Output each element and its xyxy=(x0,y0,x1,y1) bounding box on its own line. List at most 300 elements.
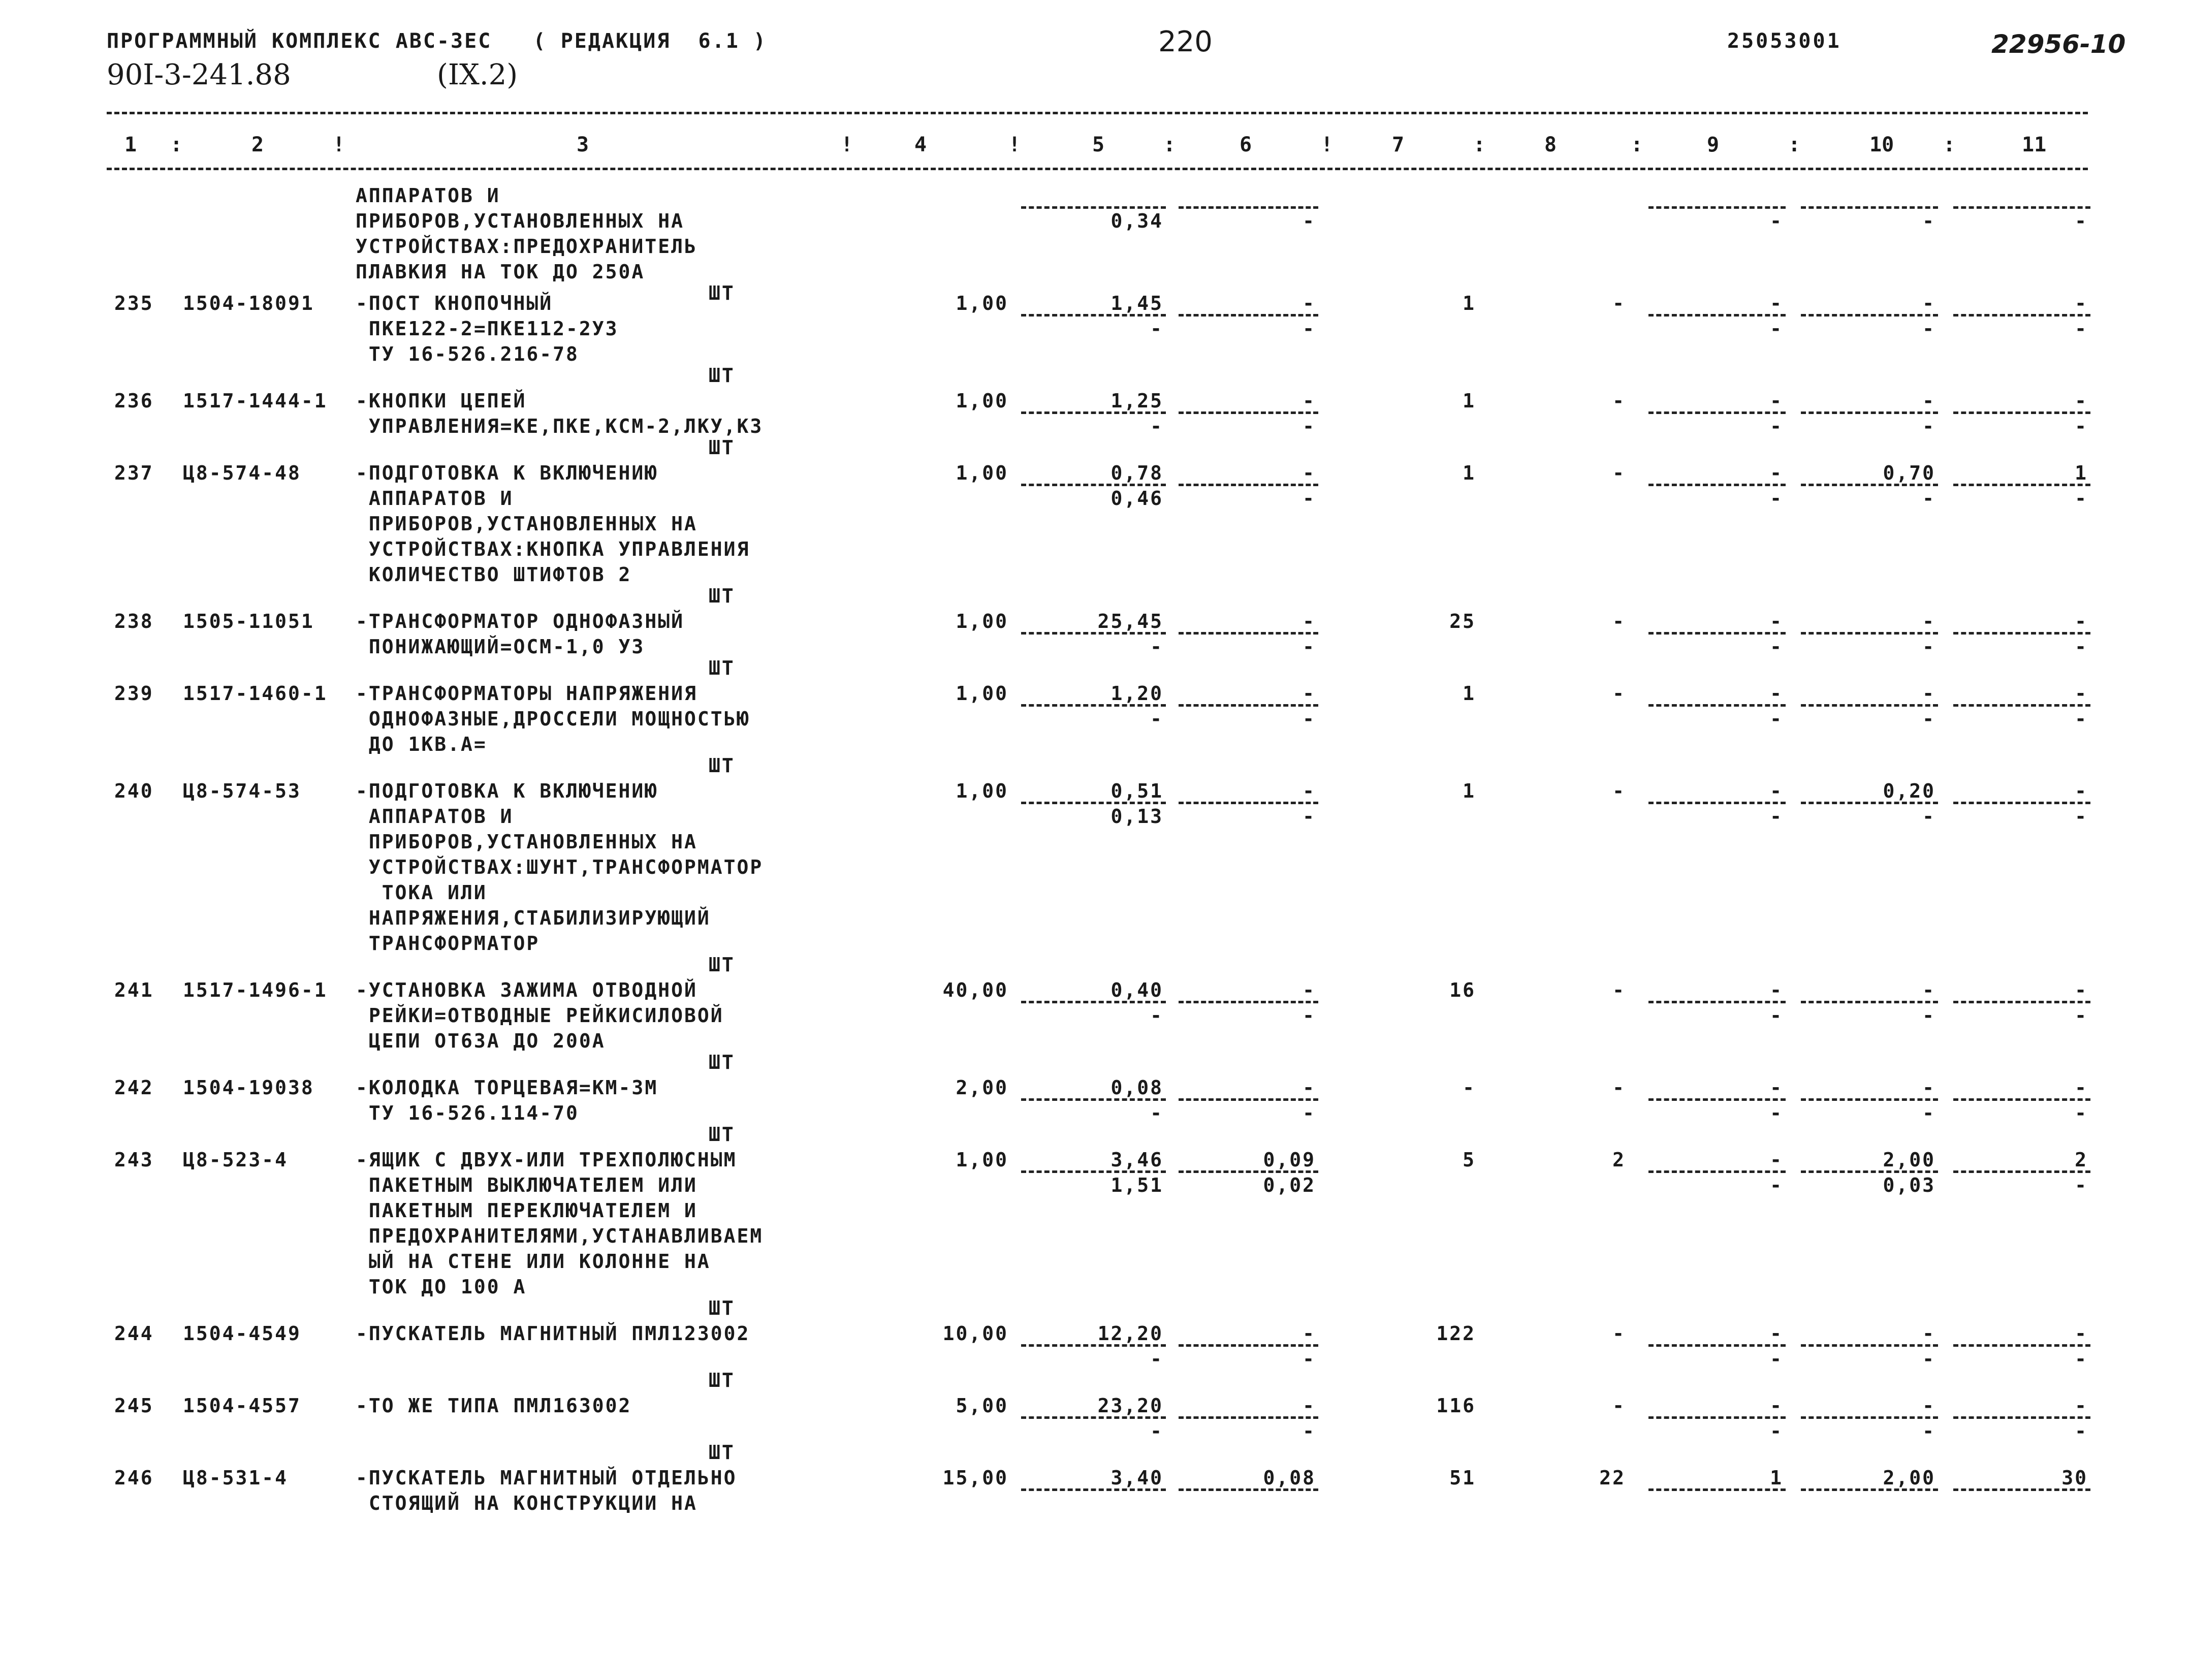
cell-divider xyxy=(1021,1416,1166,1419)
unit-label: ШТ xyxy=(709,657,735,679)
cell-subvalue-c9: - xyxy=(1770,318,1783,340)
cell-value-c7: 1 xyxy=(1463,292,1476,314)
unit-label: ШТ xyxy=(709,1441,735,1464)
cell-divider xyxy=(1648,1170,1786,1173)
cell-subvalue-c6: - xyxy=(1303,415,1316,437)
cell-value-c9: - xyxy=(1770,292,1783,314)
cell-divider xyxy=(1021,1170,1166,1173)
cell-divider xyxy=(1801,314,1938,316)
column-number: 2 xyxy=(251,133,264,156)
cell-value-c11: - xyxy=(2075,1322,2088,1345)
cell-divider xyxy=(1021,1344,1166,1347)
quantity-value: 40,00 xyxy=(942,979,1008,1001)
column-separator: : xyxy=(1943,133,1956,156)
rate-code: 1505-11051 xyxy=(183,610,314,632)
cell-value-c6: - xyxy=(1303,979,1316,1001)
cell-divider xyxy=(1953,802,2090,804)
cell-divider xyxy=(1801,1416,1938,1419)
description-line: -ПОДГОТОВКА К ВКЛЮЧЕНИЮ xyxy=(356,462,658,484)
cell-subvalue-c9: - xyxy=(1770,1174,1783,1196)
cell-value-c8: - xyxy=(1612,390,1626,412)
cell-value-c5: 3,40 xyxy=(1110,1467,1163,1489)
cell-subvalue-c6: - xyxy=(1303,210,1316,232)
column-separator: : xyxy=(1473,133,1486,156)
description-line: ТОК ДО 100 А xyxy=(356,1276,527,1298)
row-number: 236 xyxy=(114,390,154,412)
cell-value-c7: 25 xyxy=(1449,610,1476,632)
rate-code: 1504-19038 xyxy=(183,1076,314,1099)
cell-divider xyxy=(1648,704,1786,707)
cell-divider xyxy=(1953,1344,2090,1347)
column-separator: : xyxy=(1163,133,1176,156)
row-number: 235 xyxy=(114,292,154,314)
column-number: 10 xyxy=(1869,133,1894,156)
cell-subvalue-c11: - xyxy=(2075,487,2088,510)
cell-value-c11: - xyxy=(2075,979,2088,1001)
description-line: ПРИБОРОВ,УСТАНОВЛЕННЫХ НА xyxy=(356,513,697,535)
cell-value-c6: 0,08 xyxy=(1263,1467,1316,1489)
cell-value-c9: - xyxy=(1770,780,1783,802)
cell-value-c11: 2 xyxy=(2075,1149,2088,1171)
cell-value-c8: - xyxy=(1612,1394,1626,1417)
cell-value-c5: 25,45 xyxy=(1097,610,1163,632)
cell-subvalue-c11: - xyxy=(2075,1174,2088,1196)
cell-subvalue-c5: - xyxy=(1150,1004,1163,1027)
cell-subvalue-c5: - xyxy=(1150,318,1163,340)
description-line: -УСТАНОВКА ЗАЖИМА ОТВОДНОЙ xyxy=(356,979,697,1001)
quantity-value: 1,00 xyxy=(956,682,1008,705)
column-separator: ! xyxy=(1008,133,1021,156)
unit-label: ШТ xyxy=(709,585,735,607)
cell-value-c10: - xyxy=(1922,682,1935,705)
description-line: РЕЙКИ=ОТВОДНЫЕ РЕЙКИСИЛОВОЙ xyxy=(356,1004,724,1027)
cell-subvalue-c10: - xyxy=(1922,1102,1935,1124)
cell-subvalue-c6: - xyxy=(1303,487,1316,510)
cell-subvalue-c5: - xyxy=(1150,1348,1163,1370)
cell-divider xyxy=(1648,1416,1786,1419)
cell-value-c5: 0,40 xyxy=(1110,979,1163,1001)
rate-code: 1504-4557 xyxy=(183,1394,301,1417)
column-number: 6 xyxy=(1240,133,1252,156)
rate-code: 1504-4549 xyxy=(183,1322,301,1345)
description-line: -ТО ЖЕ ТИПА ПМЛ163002 xyxy=(356,1394,632,1417)
description-line: УСТРОЙСТВАХ:КНОПКА УПРАВЛЕНИЯ xyxy=(356,538,750,560)
cell-divider xyxy=(1648,314,1786,316)
description-line: УСТРОЙСТВАХ:ШУНТ,ТРАНСФОРМАТОР xyxy=(356,856,764,878)
cell-divider xyxy=(1021,632,1166,635)
cell-value-c6: 0,09 xyxy=(1263,1149,1316,1171)
cell-subvalue-c9: - xyxy=(1770,1102,1783,1124)
unit-label: ШТ xyxy=(709,754,735,777)
cell-value-c7: 122 xyxy=(1436,1322,1476,1345)
cell-value-c9: 1 xyxy=(1770,1467,1783,1489)
cell-value-c11: 30 xyxy=(2061,1467,2088,1489)
cell-divider xyxy=(1953,1170,2090,1173)
cell-divider xyxy=(1179,206,1318,209)
column-number: 3 xyxy=(577,133,589,156)
cell-value-c8: 22 xyxy=(1599,1467,1626,1489)
description-line: ДО 1КВ.А= xyxy=(356,733,487,755)
cell-subvalue-c10: - xyxy=(1922,487,1935,510)
quantity-value: 1,00 xyxy=(956,462,1008,484)
cell-subvalue-c11: - xyxy=(2075,318,2088,340)
cell-value-c8: - xyxy=(1612,1076,1626,1099)
cell-divider xyxy=(1801,1170,1938,1173)
cell-subvalue-c9: - xyxy=(1770,1004,1783,1027)
cell-divider xyxy=(1953,314,2090,316)
description-line: ОДНОФАЗНЫЕ,ДРОССЕЛИ МОЩНОСТЬЮ xyxy=(356,708,750,730)
quantity-value: 1,00 xyxy=(956,390,1008,412)
cell-value-c6: - xyxy=(1303,682,1316,705)
cell-value-c8: - xyxy=(1612,292,1626,314)
cell-value-c11: 1 xyxy=(2075,462,2088,484)
page-number: 220 xyxy=(1158,25,1213,58)
cell-divider xyxy=(1179,1344,1318,1347)
description-line: АППАРАТОВ И xyxy=(356,805,514,828)
cell-divider xyxy=(1021,1488,1166,1491)
cell-divider xyxy=(1953,1416,2090,1419)
description-line: -ПОДГОТОВКА К ВКЛЮЧЕНИЮ xyxy=(356,780,658,802)
cell-subvalue-c5: - xyxy=(1150,1102,1163,1124)
cell-divider xyxy=(1179,1170,1318,1173)
cell-divider xyxy=(1953,411,2090,414)
cell-divider xyxy=(1648,411,1786,414)
cell-subvalue-c11: - xyxy=(2075,708,2088,730)
cell-value-c11: - xyxy=(2075,1394,2088,1417)
cell-value-c7: 116 xyxy=(1436,1394,1476,1417)
cell-divider xyxy=(1648,1488,1786,1491)
column-separator: : xyxy=(1788,133,1801,156)
cell-divider xyxy=(1179,1098,1318,1101)
cell-subvalue-c11: - xyxy=(2075,636,2088,658)
cell-subvalue-c11: - xyxy=(2075,1102,2088,1124)
rate-code: Ц8-574-48 xyxy=(183,462,301,484)
cell-value-c7: 1 xyxy=(1463,390,1476,412)
document-number: 90I-3-241.88 xyxy=(107,58,291,91)
cell-divider xyxy=(1801,802,1938,804)
cell-subvalue-c10: - xyxy=(1922,1004,1935,1027)
cell-subvalue-c6: - xyxy=(1303,708,1316,730)
cell-subvalue-c11: - xyxy=(2075,1348,2088,1370)
cell-subvalue-c5: 1,51 xyxy=(1110,1174,1163,1196)
unit-label: ШТ xyxy=(709,1369,735,1391)
cell-divider xyxy=(1953,1098,2090,1101)
cell-value-c6: - xyxy=(1303,610,1316,632)
description-line: ПКЕ122-2=ПКЕ112-2У3 xyxy=(356,318,619,340)
cell-value-c9: - xyxy=(1770,1149,1783,1171)
rate-code: 1517-1460-1 xyxy=(183,682,328,705)
cell-value-c11: - xyxy=(2075,780,2088,802)
unit-label: ШТ xyxy=(709,436,735,459)
cell-value-c10: 2,00 xyxy=(1883,1149,1935,1171)
cell-subvalue-c6: - xyxy=(1303,1102,1316,1124)
program-title: ПРОГРАММНЫЙ КОМПЛЕКС АВС-3ЕС ( РЕДАКЦИЯ 6.1 ) xyxy=(107,29,767,53)
unit-label: ШТ xyxy=(709,364,735,387)
cell-value-c11: - xyxy=(2075,682,2088,705)
cell-subvalue-c5: - xyxy=(1150,415,1163,437)
description-line: -ПОСТ КНОПОЧНЫЙ xyxy=(356,292,553,314)
cell-value-c5: 12,20 xyxy=(1097,1322,1163,1345)
quantity-value: 10,00 xyxy=(942,1322,1008,1345)
cell-divider xyxy=(1801,1098,1938,1101)
cell-value-c7: 1 xyxy=(1463,682,1476,705)
cell-value-c5: 0,51 xyxy=(1110,780,1163,802)
cell-subvalue-c9: - xyxy=(1770,805,1783,828)
column-number: 9 xyxy=(1707,133,1720,156)
cell-value-c10: - xyxy=(1922,1394,1935,1417)
row-number: 238 xyxy=(114,610,154,632)
cell-divider xyxy=(1801,411,1938,414)
cell-value-c8: - xyxy=(1612,682,1626,705)
column-number: 4 xyxy=(914,133,927,156)
cell-divider xyxy=(1648,802,1786,804)
cell-value-c7: 16 xyxy=(1449,979,1476,1001)
cell-value-c8: - xyxy=(1612,610,1626,632)
cell-divider xyxy=(1801,704,1938,707)
cell-value-c5: 1,45 xyxy=(1110,292,1163,314)
cell-divider xyxy=(1179,1488,1318,1491)
description-line: ПОНИЖАЮЩИЙ=ОСМ-1,0 У3 xyxy=(356,636,645,658)
cell-divider xyxy=(1953,632,2090,635)
column-separator: ! xyxy=(841,133,853,156)
cell-subvalue-c6: - xyxy=(1303,1348,1316,1370)
cell-subvalue-c10: - xyxy=(1922,708,1935,730)
cell-value-c6: - xyxy=(1303,292,1316,314)
cell-divider xyxy=(1179,484,1318,486)
column-number: 11 xyxy=(2022,133,2047,156)
cell-subvalue-c10: 0,03 xyxy=(1883,1174,1935,1196)
row-number: 239 xyxy=(114,682,154,705)
header-rule-top xyxy=(107,112,2088,114)
cell-value-c10: - xyxy=(1922,390,1935,412)
cell-divider xyxy=(1179,632,1318,635)
cell-value-c11: - xyxy=(2075,390,2088,412)
description-line: УСТРОЙСТВАХ:ПРЕДОХРАНИТЕЛЬ xyxy=(356,235,697,258)
cell-value-c9: - xyxy=(1770,682,1783,705)
quantity-value: 1,00 xyxy=(956,610,1008,632)
cell-divider xyxy=(1953,704,2090,707)
cell-divider xyxy=(1648,1098,1786,1101)
quantity-value: 1,00 xyxy=(956,292,1008,314)
row-number: 244 xyxy=(114,1322,154,1345)
description-line: -ЯЩИК С ДВУХ-ИЛИ ТРЕХПОЛЮСНЫМ xyxy=(356,1149,737,1171)
description-line: КОЛИЧЕСТВО ШТИФТОВ 2 xyxy=(356,563,632,586)
cell-value-c10: 2,00 xyxy=(1883,1467,1935,1489)
cell-value-c6: - xyxy=(1303,1394,1316,1417)
cell-value-c5: 1,25 xyxy=(1110,390,1163,412)
unit-label: ШТ xyxy=(709,282,735,304)
cell-subvalue-c5: - xyxy=(1150,636,1163,658)
cell-value-c5: 0,08 xyxy=(1110,1076,1163,1099)
cell-divider xyxy=(1021,704,1166,707)
cell-divider xyxy=(1179,411,1318,414)
unit-label: ШТ xyxy=(709,1123,735,1146)
cell-divider xyxy=(1801,206,1938,209)
cell-value-c8: - xyxy=(1612,1322,1626,1345)
cell-value-c5: 1,20 xyxy=(1110,682,1163,705)
cell-divider xyxy=(1801,1344,1938,1347)
cell-divider xyxy=(1801,1001,1938,1003)
cell-divider xyxy=(1179,1416,1318,1419)
description-line: ПЛАВКИЯ НА ТОК ДО 250А xyxy=(356,261,645,283)
unit-label: ШТ xyxy=(709,1051,735,1073)
column-number: 8 xyxy=(1544,133,1557,156)
cell-value-c9: - xyxy=(1770,390,1783,412)
rate-code: 1517-1444-1 xyxy=(183,390,328,412)
description-line: ПРЕДОХРАНИТЕЛЯМИ,УСТАНАВЛИВАЕМ xyxy=(356,1225,764,1247)
cell-value-c9: - xyxy=(1770,1076,1783,1099)
cell-value-c9: - xyxy=(1770,462,1783,484)
cell-value-c8: - xyxy=(1612,780,1626,802)
unit-label: ШТ xyxy=(709,1297,735,1319)
cell-subvalue-c5: 0,46 xyxy=(1110,487,1163,510)
cell-value-c6: - xyxy=(1303,1322,1316,1345)
cell-value-c9: - xyxy=(1770,610,1783,632)
description-line: ЫЙ НА СТЕНЕ ИЛИ КОЛОННЕ НА xyxy=(356,1250,711,1273)
cell-value-c11: - xyxy=(2075,1076,2088,1099)
column-number: 7 xyxy=(1392,133,1405,156)
cell-value-c7: 51 xyxy=(1449,1467,1476,1489)
cell-value-c5: 23,20 xyxy=(1097,1394,1163,1417)
row-number: 245 xyxy=(114,1394,154,1417)
header-rule-bottom xyxy=(107,168,2088,170)
cell-divider xyxy=(1648,1001,1786,1003)
cell-subvalue-c9: - xyxy=(1770,210,1783,232)
cell-subvalue-c6: - xyxy=(1303,805,1316,828)
cell-divider xyxy=(1179,314,1318,316)
cell-subvalue-c9: - xyxy=(1770,1420,1783,1442)
cell-subvalue-c10: - xyxy=(1922,318,1935,340)
cell-subvalue-c6: - xyxy=(1303,318,1316,340)
cell-value-c5: 3,46 xyxy=(1110,1149,1163,1171)
cell-value-c7: 1 xyxy=(1463,780,1476,802)
quantity-value: 1,00 xyxy=(956,780,1008,802)
row-number: 237 xyxy=(114,462,154,484)
description-line: ЦЕПИ ОТ63А ДО 200А xyxy=(356,1030,606,1052)
row-number: 240 xyxy=(114,780,154,802)
cell-subvalue-c9: - xyxy=(1770,487,1783,510)
cell-divider xyxy=(1021,1001,1166,1003)
cell-divider xyxy=(1021,1098,1166,1101)
cell-value-c6: - xyxy=(1303,780,1316,802)
column-separator: ! xyxy=(1321,133,1334,156)
description-line: ПАКЕТНЫМ ВЫКЛЮЧАТЕЛЕМ ИЛИ xyxy=(356,1174,697,1196)
cell-subvalue-c10: - xyxy=(1922,636,1935,658)
description-line: АППАРАТОВ И xyxy=(356,487,514,510)
cell-divider xyxy=(1953,1001,2090,1003)
cell-divider xyxy=(1179,802,1318,804)
description-line: ПАКЕТНЫМ ПЕРЕКЛЮЧАТЕЛЕМ И xyxy=(356,1199,697,1222)
quantity-value: 2,00 xyxy=(956,1076,1008,1099)
rate-code: Ц8-523-4 xyxy=(183,1149,289,1171)
rate-code: 1517-1496-1 xyxy=(183,979,328,1001)
archive-number: 22956-10 xyxy=(1991,29,2126,59)
cell-divider xyxy=(1953,484,2090,486)
cell-value-c11: - xyxy=(2075,610,2088,632)
description-line: ТУ 16-526.216-78 xyxy=(356,343,579,365)
cell-divider xyxy=(1953,1488,2090,1491)
cell-value-c9: - xyxy=(1770,979,1783,1001)
quantity-value: 5,00 xyxy=(956,1394,1008,1417)
description-line: НАПРЯЖЕНИЯ,СТАБИЛИЗИРУЮЩИЙ xyxy=(356,907,711,929)
cell-divider xyxy=(1648,632,1786,635)
cell-subvalue-c6: - xyxy=(1303,636,1316,658)
cell-value-c10: 0,70 xyxy=(1883,462,1935,484)
description-line: ТРАНСФОРМАТОР xyxy=(356,932,540,955)
cell-subvalue-c9: - xyxy=(1770,1348,1783,1370)
unit-label: ШТ xyxy=(709,954,735,976)
cell-subvalue-c5: 0,34 xyxy=(1110,210,1163,232)
cell-subvalue-c6: 0,02 xyxy=(1263,1174,1316,1196)
cell-subvalue-c6: - xyxy=(1303,1004,1316,1027)
row-number: 242 xyxy=(114,1076,154,1099)
cell-subvalue-c5: - xyxy=(1150,708,1163,730)
document-code: 25053001 xyxy=(1727,29,1842,53)
column-separator: ! xyxy=(333,133,345,156)
cell-subvalue-c10: - xyxy=(1922,210,1935,232)
cell-divider xyxy=(1021,802,1166,804)
cell-subvalue-c9: - xyxy=(1770,636,1783,658)
cell-subvalue-c11: - xyxy=(2075,210,2088,232)
cell-value-c10: - xyxy=(1922,610,1935,632)
description-line: -ТРАНСФОРМАТОР ОДНОФАЗНЫЙ xyxy=(356,610,684,632)
cell-subvalue-c10: - xyxy=(1922,1348,1935,1370)
cell-value-c8: 2 xyxy=(1612,1149,1626,1171)
cell-divider xyxy=(1801,632,1938,635)
cell-divider xyxy=(1179,1001,1318,1003)
row-number: 246 xyxy=(114,1467,154,1489)
description-line: ТУ 16-526.114-70 xyxy=(356,1102,579,1124)
cell-subvalue-c9: - xyxy=(1770,415,1783,437)
cell-subvalue-c9: - xyxy=(1770,708,1783,730)
description-line: УПРАВЛЕНИЯ=КЕ,ПКЕ,КСМ-2,ЛКУ,КЗ xyxy=(356,415,764,437)
cell-divider xyxy=(1021,314,1166,316)
cell-subvalue-c10: - xyxy=(1922,805,1935,828)
section-number: (IX.2) xyxy=(437,58,518,91)
cell-divider xyxy=(1801,1488,1938,1491)
quantity-value: 1,00 xyxy=(956,1149,1008,1171)
cell-value-c7: 1 xyxy=(1463,462,1476,484)
column-separator: : xyxy=(170,133,183,156)
cell-divider xyxy=(1953,206,2090,209)
cell-value-c10: 0,20 xyxy=(1883,780,1935,802)
cell-subvalue-c10: - xyxy=(1922,415,1935,437)
description-line: ТОКА ИЛИ xyxy=(356,881,487,904)
description-line: -ТРАНСФОРМАТОРЫ НАПРЯЖЕНИЯ xyxy=(356,682,697,705)
cell-subvalue-c5: - xyxy=(1150,1420,1163,1442)
cell-value-c7: - xyxy=(1463,1076,1476,1099)
description-line: -ПУСКАТЕЛЬ МАГНИТНЫЙ ОТДЕЛЬНО xyxy=(356,1467,737,1489)
column-number: 5 xyxy=(1092,133,1105,156)
cell-subvalue-c6: - xyxy=(1303,1420,1316,1442)
cell-divider xyxy=(1021,411,1166,414)
cell-subvalue-c11: - xyxy=(2075,1004,2088,1027)
cell-value-c7: 5 xyxy=(1463,1149,1476,1171)
rate-code: 1504-18091 xyxy=(183,292,314,314)
description-line: АППАРАТОВ И xyxy=(356,184,500,207)
cell-divider xyxy=(1648,484,1786,486)
cell-value-c8: - xyxy=(1612,979,1626,1001)
cell-subvalue-c11: - xyxy=(2075,415,2088,437)
quantity-value: 15,00 xyxy=(942,1467,1008,1489)
description-line: ПРИБОРОВ,УСТАНОВЛЕННЫХ НА xyxy=(356,210,684,232)
cell-value-c8: - xyxy=(1612,462,1626,484)
cell-divider xyxy=(1648,206,1786,209)
cell-value-c6: - xyxy=(1303,462,1316,484)
cell-subvalue-c5: 0,13 xyxy=(1110,805,1163,828)
description-line: -КОЛОДКА ТОРЦЕВАЯ=КМ-3М xyxy=(356,1076,658,1099)
column-separator: : xyxy=(1631,133,1643,156)
